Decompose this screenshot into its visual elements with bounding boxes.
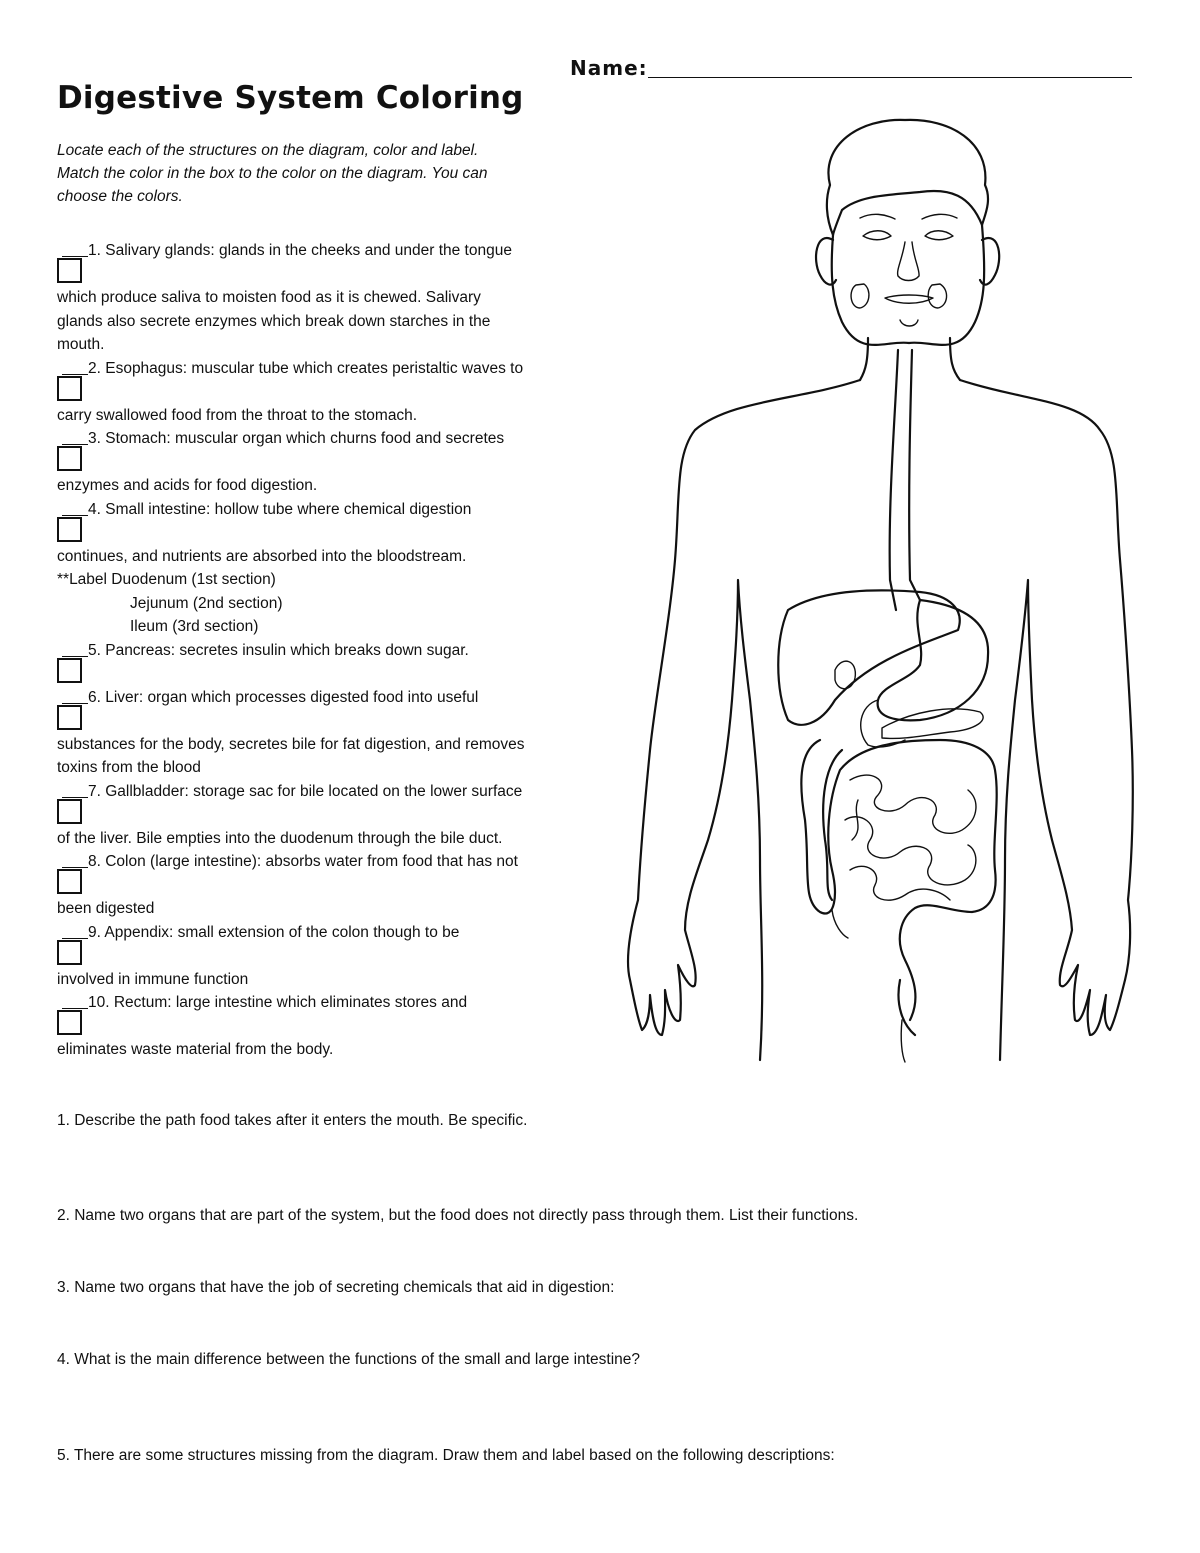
- groin-line: [901, 1020, 905, 1062]
- name-blank-line[interactable]: [648, 77, 1132, 78]
- structure-description: involved in immune function: [57, 970, 249, 988]
- structure-title: 3. Stomach: muscular organ which churns food and secretes: [88, 430, 505, 447]
- question: 3. Name two organs that have the job of secreting chemicals that aid in digestion:: [57, 1279, 615, 1296]
- body-outline-left: [628, 380, 860, 1060]
- structure-description: glands also secrete enzymes which break down starches in the: [57, 312, 491, 330]
- body-diagram[interactable]: [620, 100, 1140, 1065]
- structure-item-gallbladder: [57, 780, 617, 851]
- hair-outline: [827, 120, 988, 235]
- structure-description: Jejunum (2nd section): [130, 594, 283, 612]
- colon: [801, 740, 996, 1020]
- esophagus-inner: [909, 350, 920, 600]
- mouth: [885, 295, 933, 303]
- color-box-checkbox[interactable]: [57, 705, 82, 730]
- structure-title: 1. Salivary glands: glands in the cheeks and under the tongue: [88, 242, 512, 259]
- structure-title: 9. Appendix: small extension of the colon though to be: [88, 923, 460, 941]
- color-box-checkbox[interactable]: [57, 869, 82, 894]
- appendix: [832, 910, 848, 938]
- structure-title: 10. Rectum: large intestine which eliminates stores and: [88, 994, 468, 1011]
- color-box-checkbox[interactable]: [57, 258, 82, 283]
- question: 2. Name two organs that are part of the system, but the food does not directly pass through them. List their functions.: [57, 1207, 859, 1224]
- color-box-checkbox[interactable]: [57, 517, 82, 542]
- question: 4. What is the main difference between the functions of the small and large intestine?: [57, 1351, 641, 1368]
- structure-list: [57, 239, 617, 1062]
- structure-description: been digested: [57, 900, 155, 917]
- structure-description: substances for the body, secretes bile for fat digestion, and removes: [57, 735, 525, 753]
- structure-item-pancreas: [57, 639, 617, 686]
- esophagus: [890, 350, 898, 610]
- left-eye: [863, 231, 891, 240]
- instruction-line: Locate each of the structures on the diagram, color and label.: [57, 142, 479, 159]
- structure-item-salivary-glands: [57, 239, 617, 357]
- color-box-checkbox[interactable]: [57, 940, 82, 965]
- structure-description: continues, and nutrients are absorbed into the bloodstream.: [57, 547, 467, 565]
- duodenum: [861, 700, 905, 747]
- name-label: Name:: [570, 56, 648, 80]
- body-outline-right: [960, 380, 1133, 1060]
- salivary-gland-left: [851, 284, 869, 308]
- structure-title: 5. Pancreas: secretes insulin which breaks down sugar.: [88, 641, 469, 659]
- color-box-checkbox[interactable]: [57, 1010, 82, 1035]
- left-eyebrow: [860, 214, 895, 219]
- structure-title: 7. Gallbladder: storage sac for bile located on the lower surface: [88, 782, 523, 800]
- structure-title: 8. Colon (large intestine): absorbs water from food that has not: [88, 853, 518, 870]
- structure-item-colon: [57, 850, 617, 921]
- structure-description: Ileum (3rd section): [130, 618, 259, 635]
- color-box-checkbox[interactable]: [57, 446, 82, 471]
- color-box-checkbox[interactable]: [57, 799, 82, 824]
- color-box-checkbox[interactable]: [57, 658, 82, 683]
- structure-title: 2. Esophagus: muscular tube which creates peristaltic waves to: [88, 359, 524, 377]
- question: 1. Describe the path food takes after it enters the mouth. Be specific.: [57, 1112, 528, 1129]
- structure-item-small-intestine: [57, 498, 617, 639]
- right-eye: [925, 231, 953, 240]
- small-intestine: [845, 817, 976, 885]
- name-field: [570, 56, 1135, 82]
- stomach: [878, 600, 988, 720]
- face-outline: [832, 225, 984, 345]
- structure-title: 4. Small intestine: hollow tube where chemical digestion: [88, 500, 472, 518]
- small-intestine: [850, 866, 950, 900]
- right-eyebrow: [922, 214, 957, 219]
- structure-description: mouth.: [57, 336, 105, 353]
- page-title: Digestive System Coloring: [57, 80, 524, 116]
- small-intestine: [852, 800, 858, 840]
- structure-description: carry swallowed food from the throat to the stomach.: [57, 406, 418, 424]
- question: 5. There are some structures missing from the diagram. Draw them and label based on the following descriptions:: [57, 1447, 835, 1464]
- instruction-line: choose the colors.: [57, 188, 183, 205]
- color-box-checkbox[interactable]: [57, 376, 82, 401]
- salivary-gland-right: [928, 284, 946, 308]
- structure-title: 6. Liver: organ which processes digested food into useful: [88, 688, 479, 706]
- instructions: [57, 139, 617, 208]
- structure-item-rectum: [57, 991, 617, 1062]
- nose: [898, 242, 920, 281]
- structure-item-liver: [57, 686, 617, 780]
- structure-description: which produce saliva to moisten food as it is chewed. Salivary: [57, 289, 481, 306]
- structure-item-stomach: [57, 427, 617, 498]
- structure-item-esophagus: [57, 357, 617, 428]
- structure-description: **Label Duodenum (1st section): [57, 571, 276, 588]
- small-intestine: [850, 775, 976, 833]
- structure-item-appendix: [57, 921, 617, 992]
- instruction-line: Match the color in the box to the color on the diagram. You can: [57, 165, 488, 182]
- structure-description: toxins from the blood: [57, 759, 201, 776]
- gallbladder: [835, 661, 855, 689]
- pancreas: [882, 709, 983, 739]
- structure-description: of the liver. Bile empties into the duodenum through the bile duct.: [57, 829, 503, 847]
- chin-tongue: [900, 320, 918, 326]
- structure-description: eliminates waste material from the body.: [57, 1041, 334, 1058]
- structure-description: enzymes and acids for food digestion.: [57, 477, 318, 494]
